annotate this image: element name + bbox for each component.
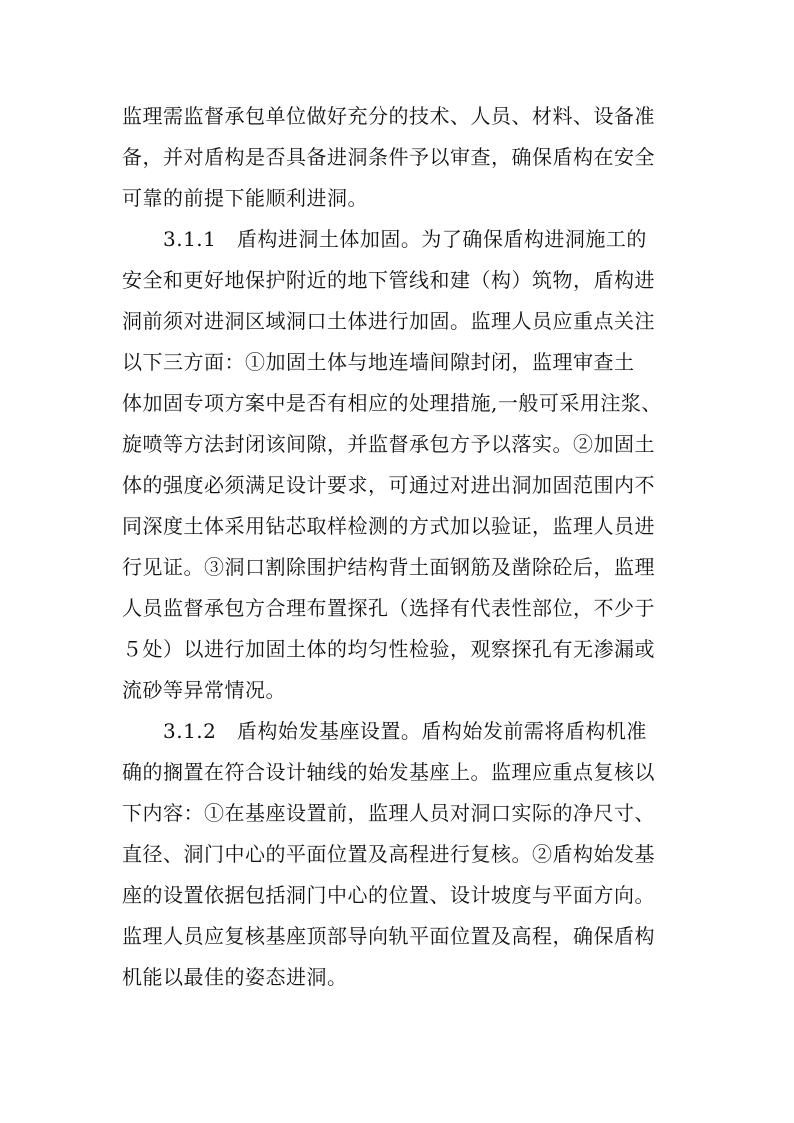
text-line: 机能以最佳的姿态进洞。 (122, 965, 348, 989)
text-line: 以下三方面：①加固土体与地连墙间隙封闭，监理审查土 (122, 350, 635, 374)
text-line: 安全和更好地保护附近的地下管线和建（构）筑物，盾构进 (122, 268, 655, 292)
text-line: 体加固专项方案中是否有相应的处理措施,一般可采用注浆、 (122, 391, 662, 415)
text-line: 洞前须对进洞区域洞口土体进行加固。监理人员应重点关注 (122, 309, 655, 333)
body-text (122, 96, 674, 998)
text-line: 备，并对盾构是否具备进洞条件予以审查，确保盾构在安全 (122, 145, 655, 169)
text-line: 同深度土体采用钻芯取样检测的方式加以验证，监理人员进 (122, 514, 655, 538)
text-line: 监理需监督承包单位做好充分的技术、人员、材料、设备准 (122, 104, 655, 128)
text-line: 流砂等异常情况。 (122, 678, 286, 702)
text-line: 行见证。③洞口割除围护结构背土面钢筋及凿除砼后，监理 (122, 555, 655, 579)
text-line: 直径、洞门中心的平面位置及高程进行复核。②盾构始发基 (122, 842, 655, 866)
text-line: 座的设置依据包括洞门中心的位置、设计坡度与平面方向。 (122, 883, 655, 907)
text-line: 确的搁置在符合设计轴线的始发基座上。监理应重点复核以 (122, 760, 655, 784)
text-line: 体的强度必须满足设计要求，可通过对进出洞加固范围内不 (122, 473, 655, 497)
text-line: 人员监督承包方合理布置探孔（选择有代表性部位，不少于 (122, 596, 655, 620)
text-line: 旋喷等方法封闭该间隙，并监督承包方予以落实。②加固土 (122, 432, 655, 456)
text-line: 3.1.1 盾构进洞土体加固。为了确保盾构进洞施工的 (122, 227, 647, 251)
text-line: ５处）以进行加固土体的均匀性检验，观察探孔有无渗漏或 (122, 637, 655, 661)
text-line: 下内容：①在基座设置前，监理人员对洞口实际的净尺寸、 (122, 801, 655, 825)
text-line: 3.1.2 盾构始发基座设置。盾构始发前需将盾构机准 (122, 719, 647, 743)
text-line: 监理人员应复核基座顶部导向轨平面位置及高程，确保盾构 (122, 924, 655, 948)
text-line: 可靠的前提下能顺利进洞。 (122, 186, 368, 210)
